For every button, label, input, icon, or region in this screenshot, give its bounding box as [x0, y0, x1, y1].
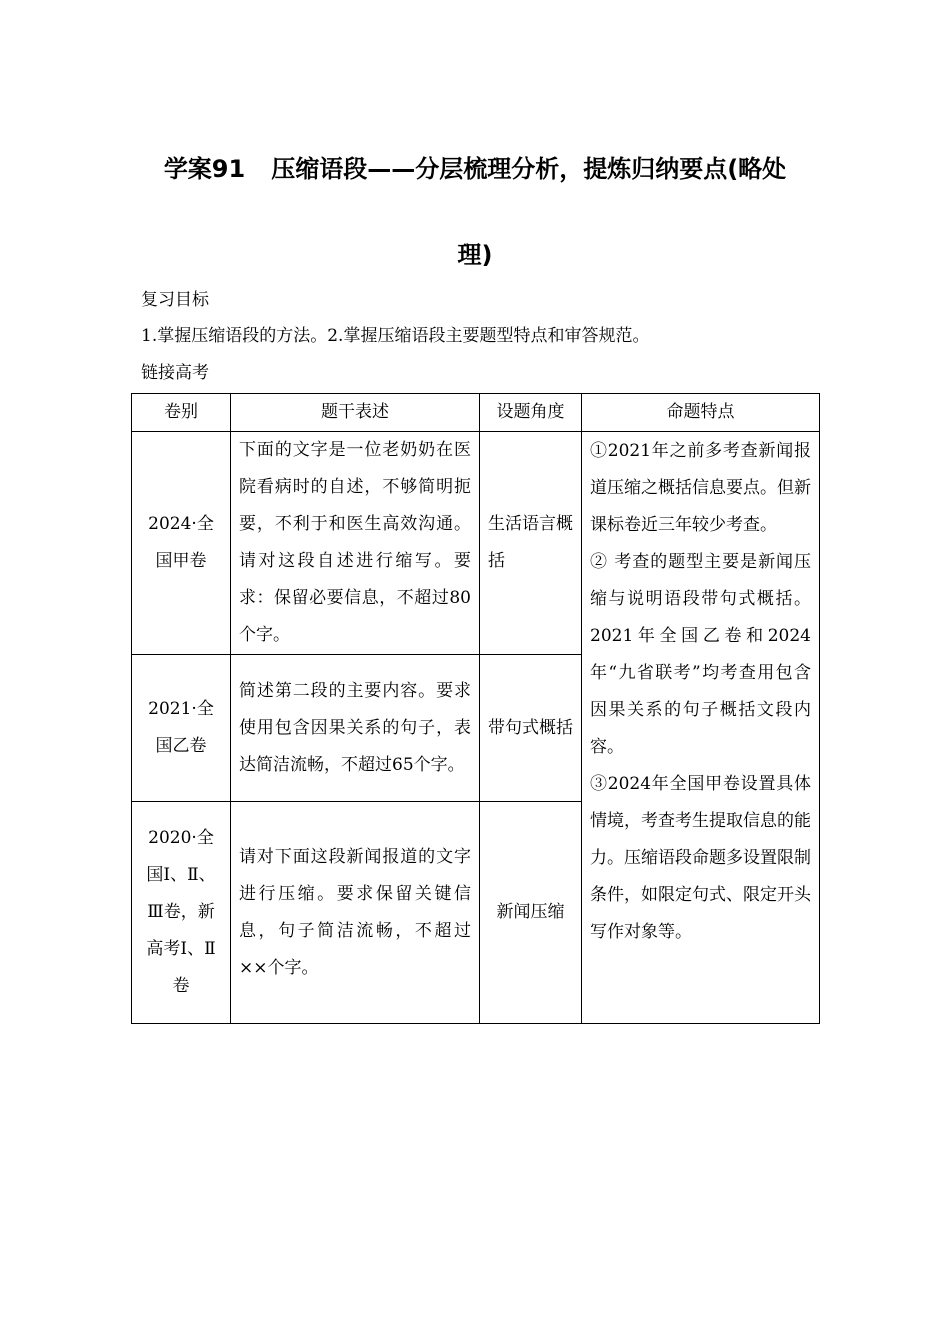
paper-cell: 2024·全国甲卷 — [132, 432, 231, 655]
feature-item: ③2024年全国甲卷设置具体情境，考查考生提取信息的能力。压缩语段命题多设置限制条件，如限定句式、限定开头写作对象等。 — [590, 774, 811, 942]
angle-cell: 生活语言概括 — [480, 432, 582, 655]
angle-cell: 新闻压缩 — [480, 802, 582, 1024]
table-row — [132, 432, 820, 655]
lesson-number: 学案91 — [163, 155, 246, 183]
review-goals: 1.掌握压缩语段的方法。2.掌握压缩语段主要题型特点和审答规范。 — [141, 326, 650, 346]
paper-cell: 2020·全国Ⅰ、Ⅱ、Ⅲ卷，新高考Ⅰ、Ⅱ卷 — [132, 802, 231, 1024]
features-cell — [582, 432, 820, 1024]
link-heading: 链接高考 — [141, 363, 209, 383]
review-heading: 复习目标 — [141, 290, 209, 310]
title-line-2: 理) — [457, 241, 493, 269]
stem-cell: 简述第二段的主要内容。要求使用包含因果关系的句子，表达简洁流畅，不超过65个字。 — [231, 655, 480, 802]
exam-table — [131, 393, 820, 1024]
header-angle: 设题角度 — [480, 394, 582, 432]
stem-cell: 下面的文字是一位老奶奶在医院看病时的自述，不够简明扼要，不利于和医生高效沟通。请对这段自述进行缩写。要求：保留必要信息，不超过80个字。 — [231, 432, 480, 655]
header-stem: 题干表述 — [231, 394, 480, 432]
feature-item: ② 考查的题型主要是新闻压缩与说明语段带句式概括。2021年全国乙卷和2024年“九省联考”均考查用包含因果关系的句子概括文段内容。 — [590, 552, 811, 757]
paper-cell: 2021·全国乙卷 — [132, 655, 231, 802]
table-header-row — [132, 394, 820, 432]
header-paper: 卷别 — [132, 394, 231, 432]
stem-cell: 请对下面这段新闻报道的文字进行压缩。要求保留关键信息，句子简洁流畅，不超过××个字。 — [231, 802, 480, 1024]
title-line-1 — [120, 126, 830, 212]
feature-item: ①2021年之前多考查新闻报道压缩之概括信息要点。但新课标卷近三年较少考查。 — [590, 441, 811, 535]
header-features: 命题特点 — [582, 394, 820, 432]
lesson-topic: 压缩语段——分层梳理分析，提炼归纳要点(略处 — [271, 155, 787, 183]
document-title — [120, 126, 830, 298]
angle-cell: 带句式概括 — [480, 655, 582, 802]
